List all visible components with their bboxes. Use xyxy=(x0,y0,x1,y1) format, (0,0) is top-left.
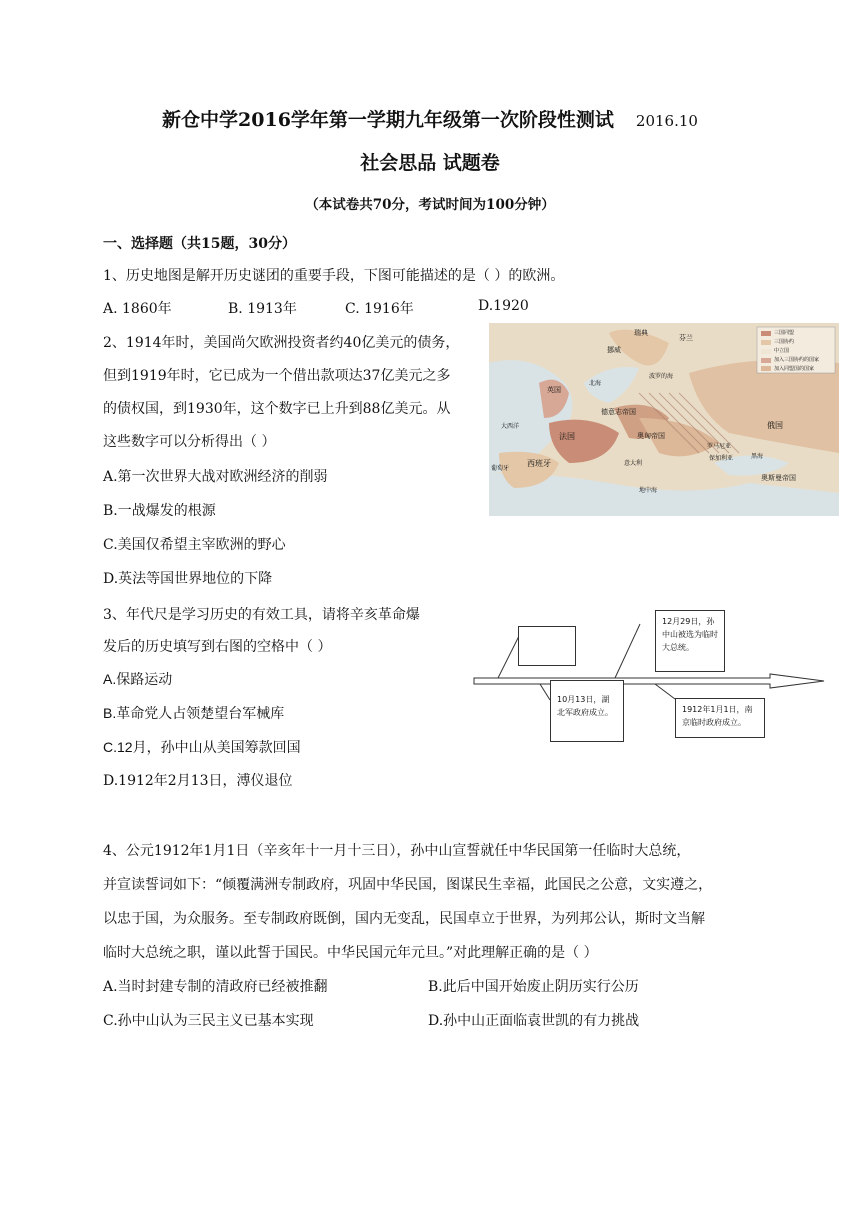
map-legend xyxy=(774,329,819,374)
map-label: 挪威 xyxy=(607,346,621,354)
q3-line-1: 3、年代尺是学习历史的有效工具，请将辛亥革命爆 xyxy=(103,607,420,623)
map-label: 波罗的海 xyxy=(649,373,674,380)
legend-item: 三国同盟 xyxy=(774,330,795,336)
q4-line-3: 以忠于国，为众服务。至专制政府既倒，国内无变乱，民国卓立于世界，为列邦公认，斯时文当解 xyxy=(103,911,705,927)
map-label: 黑海 xyxy=(751,453,764,460)
q4-option-c: C.孙中山认为三民主义已基本实现 xyxy=(103,1013,314,1029)
map-label: 大西洋 xyxy=(501,423,520,430)
q1-option-c: C. 1916年 xyxy=(345,301,414,317)
exam-note: （本试卷共70分，考试时间为100分钟） xyxy=(305,197,555,213)
map-label: 意大利 xyxy=(624,460,643,467)
map-label: 保加利亚 xyxy=(709,455,734,462)
map-label: 芬兰 xyxy=(679,334,693,342)
exam-title xyxy=(0,105,860,132)
q3-option-d: D.1912年2月13日，溥仪退位 xyxy=(103,773,293,789)
exam-subtitle: 社会思品 试题卷 xyxy=(360,152,500,174)
q4-option-b: B.此后中国开始废止阴历实行公历 xyxy=(428,979,639,995)
europe-map-image xyxy=(489,323,839,516)
q3-option-a: A.保路运动 xyxy=(103,671,173,687)
q3-option-b: B.革命党人占领楚望台军械库 xyxy=(103,705,285,721)
map-label: 英国 xyxy=(547,386,561,394)
q2-line-3: 的债权国，到1930年，这个数字已上升到88亿美元。从 xyxy=(103,401,451,417)
legend-item: 三国协约 xyxy=(774,339,795,345)
timeline-box-dec29 xyxy=(655,610,725,672)
map-label: 瑞典 xyxy=(634,329,648,337)
q4-line-4: 临时大总统之职，谨以此誓于国民。中华民国元年元旦。”对此理解正确的是（ ） xyxy=(103,945,598,961)
q2-line-4: 这些数字可以分析得出（ ） xyxy=(103,434,276,450)
timeline-blank-box[interactable] xyxy=(518,626,576,666)
timeline-box-oct13-text: 10月13日，湖北军政府成立。 xyxy=(557,695,613,717)
map-label: 奥斯曼帝国 xyxy=(761,474,796,482)
map-label: 法国 xyxy=(559,432,575,441)
timeline-box-jan1 xyxy=(675,698,765,738)
timeline-box-dec29-text: 12月29日，孙中山被选为临时大总统。 xyxy=(662,617,718,652)
q2-option-d: D.英法等国世界地位的下降 xyxy=(103,571,273,587)
section-heading: 一、选择题（共15题，30分） xyxy=(103,236,296,252)
q4-option-d: D.孙中山正面临袁世凯的有力挑战 xyxy=(428,1013,640,1029)
map-label: 俄国 xyxy=(767,421,783,430)
q3-option-c: C.12月，孙中山从美国筹款回国 xyxy=(103,739,301,755)
q2-line-1: 2、1914年时，美国尚欠欧洲投资者约40亿美元的债务， xyxy=(103,335,460,351)
q1-stem: 1、历史地图是解开历史谜团的重要手段，下图可能描述的是（ ）的欧洲。 xyxy=(103,268,565,284)
map-label: 德意志帝国 xyxy=(601,408,636,416)
q2-line-2: 但到1919年时，它已成为一个借出款项达37亿美元之多 xyxy=(103,368,451,384)
timeline-box-jan1-text: 1912年1月1日，南京临时政府成立。 xyxy=(682,705,753,727)
q1-option-d: D.1920 xyxy=(478,298,529,314)
q1-option-b: B. 1913年 xyxy=(228,301,297,317)
exam-title-text: 新仓中学2016学年第一学期九年级第一次阶段性测试 xyxy=(162,109,614,131)
map-label: 葡萄牙 xyxy=(491,465,510,472)
q4-line-2: 并宣读誓词如下：“倾覆满洲专制政府，巩固中华民国，图谋民生幸福，此国民之公意，文实遵之， xyxy=(103,877,713,893)
legend-item: 加入三国协约的国家 xyxy=(774,357,820,363)
map-label: 地中海 xyxy=(639,487,658,494)
q4-line-1: 4、公元1912年1月1日（辛亥年十一月十三日），孙中山宣誓就任中华民国第一任临时大总统， xyxy=(103,843,691,859)
q1-option-a: A. 1860年 xyxy=(103,301,172,317)
q2-option-c: C.美国仅希望主宰欧洲的野心 xyxy=(103,537,286,553)
map-label: 罗马尼亚 xyxy=(707,443,732,450)
map-label: 奥匈帝国 xyxy=(637,432,665,440)
legend-item: 加入同盟国的国家 xyxy=(774,366,815,372)
q2-option-b: B.一战爆发的根源 xyxy=(103,503,216,519)
map-label: 西班牙 xyxy=(527,459,551,468)
legend-item: 中立国 xyxy=(774,348,790,354)
exam-date: 2016.10 xyxy=(635,112,698,130)
q2-option-a: A.第一次世界大战对欧洲经济的削弱 xyxy=(103,469,328,485)
q3-line-2: 发后的历史填写到右图的空格中（ ） xyxy=(103,639,332,655)
timeline-figure xyxy=(470,604,830,754)
q4-option-a: A.当时封建专制的清政府已经被推翻 xyxy=(103,979,328,995)
timeline-box-oct13 xyxy=(550,680,624,742)
map-label: 北海 xyxy=(589,380,602,387)
